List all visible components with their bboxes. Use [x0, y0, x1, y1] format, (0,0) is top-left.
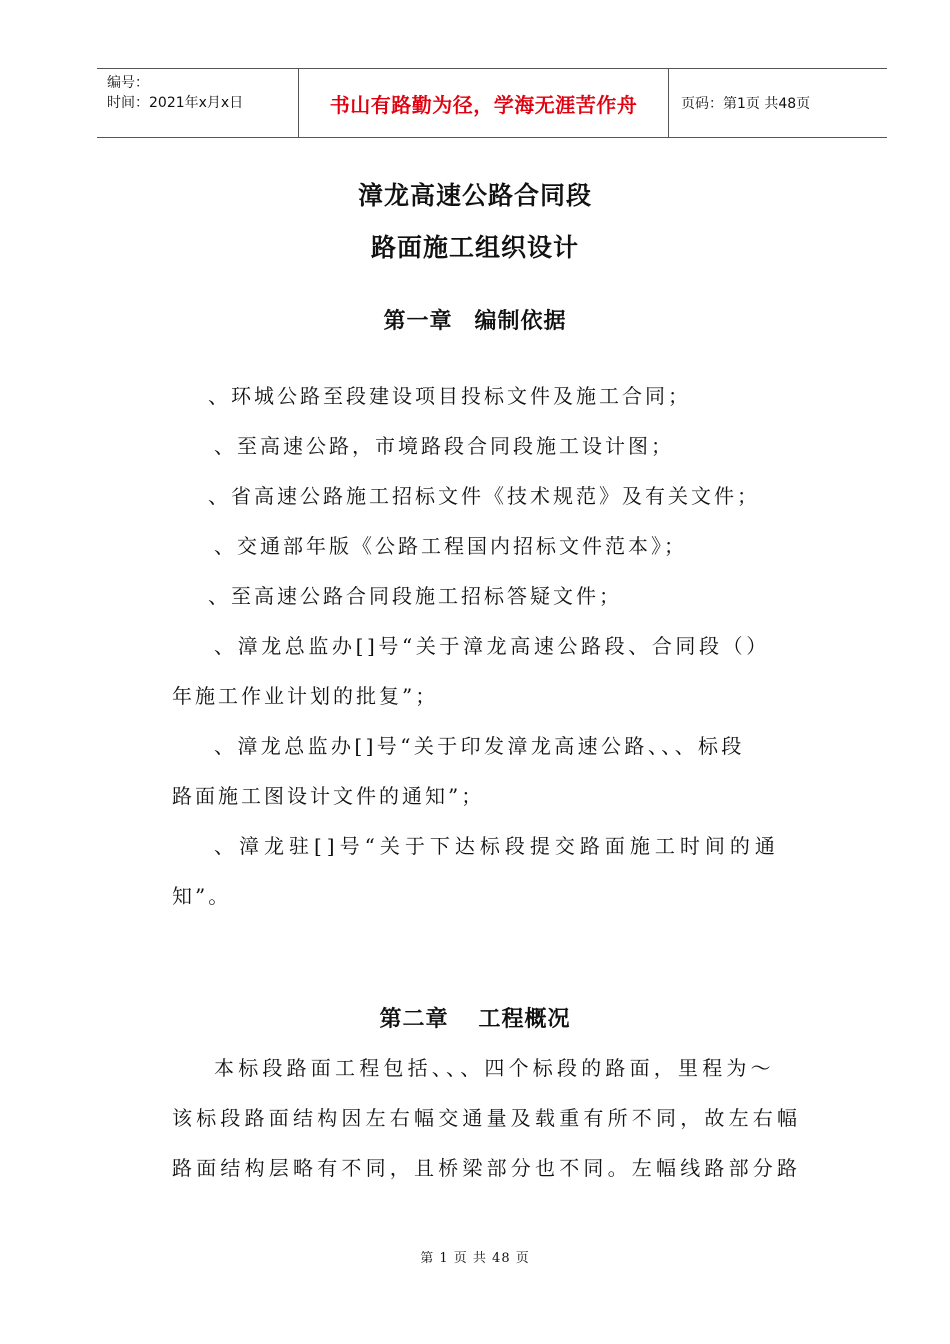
basis-item: 、漳龙总监办[]号“关于印发漳龙高速公路、、、标段: [214, 734, 745, 758]
chapter1-heading: [0, 304, 950, 335]
basis-item: 、交通部年版《公路工程国内招标文件范本》；: [214, 534, 687, 558]
basis-item: 、省高速公路施工招标文件《技术规范》及有关文件；: [208, 484, 760, 508]
basis-item-continued: 年施工作业计划的批复”；: [172, 684, 439, 708]
chapter1-name: 编制依据: [474, 309, 567, 334]
basis-item: 、漳龙总监办[]号“关于漳龙高速公路段、合同段（）: [214, 634, 770, 658]
overview-line: 路面结构层略有不同，且桥梁部分也不同。左幅线路部分路: [172, 1156, 802, 1180]
overview-line: 本标段路面工程包括、、、四个标段的路面，里程为～: [214, 1056, 775, 1080]
header-page-info: 页码：第1页 共48页: [681, 96, 811, 112]
doc-title-line2: 路面施工组织设计: [370, 233, 579, 262]
chapter2-heading: [0, 1002, 950, 1033]
chapter2-name: 工程概况: [478, 1007, 571, 1032]
date-label: 时间：2021年x月x日: [107, 95, 244, 111]
number-label: 编号：: [107, 75, 149, 91]
header-motto: 书山有路勤为径，学海无涯苦作舟: [299, 69, 669, 137]
basis-item: 、至高速公路合同段施工招标答疑文件；: [208, 584, 622, 608]
basis-item-continued: 知”。: [172, 884, 232, 908]
chapter2-label: 第二章: [379, 1007, 449, 1032]
doc-title-line1: 漳龙高速公路合同段: [357, 181, 592, 210]
page-header: [97, 68, 887, 138]
header-meta: [97, 69, 299, 137]
overview-line: 该标段路面结构因左右幅交通量及载重有所不同，故左右幅: [172, 1106, 802, 1130]
basis-item-continued: 路面施工图设计文件的通知”；: [172, 784, 485, 808]
basis-item: 、漳龙驻[]号“关于下达标段提交路面施工时间的通: [214, 834, 780, 858]
page-footer: 第 1 页 共 48 页: [420, 1251, 530, 1266]
basis-item: 、至高速公路，市境路段合同段施工设计图；: [214, 434, 674, 458]
chapter1-label: 第一章: [383, 309, 453, 334]
basis-item: 、环城公路至段建设项目投标文件及施工合同；: [208, 384, 691, 408]
